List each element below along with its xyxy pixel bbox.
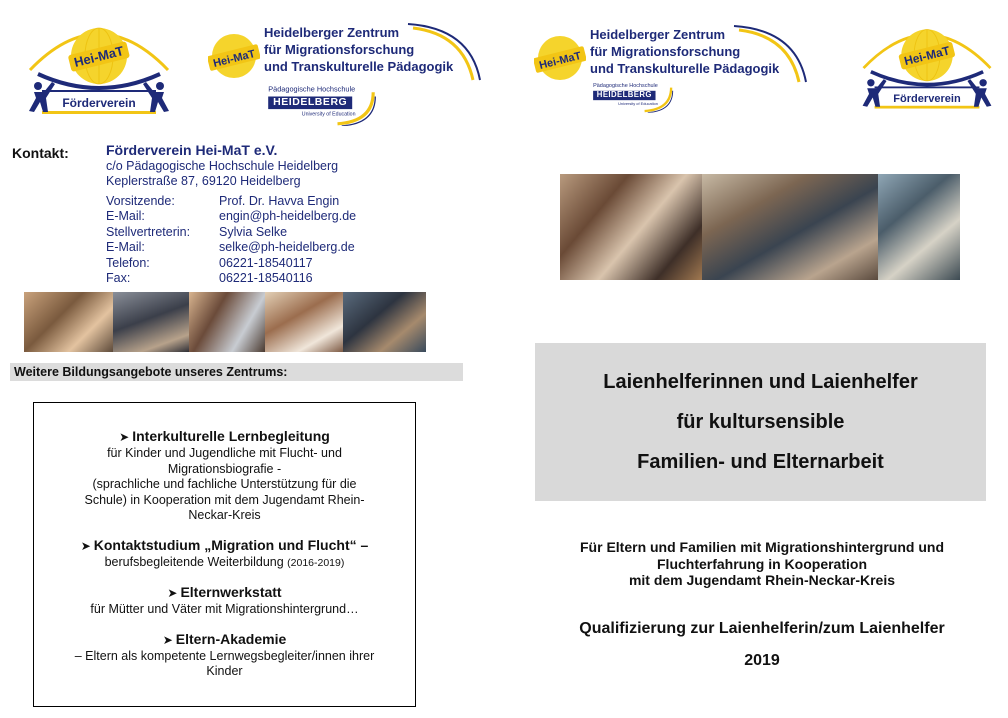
contact-key: Fax:: [106, 271, 131, 286]
contact-row: [106, 194, 356, 209]
offer-title: [44, 428, 405, 446]
globe-icon-right: [534, 32, 586, 84]
offer-line: [44, 555, 405, 572]
offer-title: [44, 584, 405, 602]
photo-lecture: [878, 174, 960, 280]
contact-address-1: c/o Pädagogische Hochschule Heidelberg: [106, 159, 339, 173]
zentrum-line-1: Heidelberger Zentrum: [264, 25, 400, 40]
offer-title-text: Kontaktstudium „Migration und Flucht“ –: [93, 536, 369, 553]
contact-email-link[interactable]: engin@ph-heidelberg.de: [219, 209, 357, 224]
photo-strip-left: [24, 292, 426, 352]
photo-girls: [24, 292, 113, 352]
contact-email-link[interactable]: selke@ph-heidelberg.de: [219, 240, 355, 255]
contact-value: 06221-18540117: [219, 255, 313, 270]
contact-key: Vorsitzende:: [106, 194, 175, 208]
subtitle: [540, 539, 984, 589]
zentrum-line-3-right: und Transkulturelle Pädagogik: [590, 61, 780, 76]
zentrum-name-right: [590, 26, 779, 77]
offer-kontaktstudium: [44, 537, 405, 572]
contact-key: E-Mail:: [106, 209, 145, 224]
arrow-bullet-icon: ➤: [167, 586, 178, 600]
ph-uni-text: University of Education: [301, 111, 356, 118]
offer-line: Neckar-Kreis: [188, 508, 261, 522]
offer-eltern-akademie: [44, 631, 405, 680]
contact-key: Stellvertreterin:: [106, 224, 191, 239]
globe-icon: [208, 30, 260, 82]
contact-table: [106, 194, 356, 286]
contact-value: Sylvia Selke: [219, 224, 288, 239]
year: 2019: [744, 652, 780, 669]
heimat-logo-right: [858, 12, 996, 114]
contact-value: 06221-18540116: [219, 271, 313, 286]
heimat-logo-left: [24, 12, 174, 117]
offer-line-text: berufsbegleitende Weiterbildung: [104, 554, 284, 569]
contact-row: [106, 225, 356, 240]
contact-key: E-Mail:: [106, 240, 145, 255]
offer-line: Migrationsbiografie -: [167, 461, 282, 476]
ph-box-text: HEIDELBERG: [268, 97, 352, 110]
subtitle-line: Fluchterfahrung in Kooperation: [657, 555, 867, 572]
zentrum-line-2: für Migrationsforschung: [264, 42, 415, 57]
zentrum-logo-left: [208, 22, 483, 84]
offer-line: Schule) in Kooperation mit dem Jugendamt Rhein-: [84, 492, 365, 507]
offers-box: [33, 402, 416, 707]
photo-strip-right: [560, 174, 960, 280]
zentrum-line-2-right: für Migrationsforschung: [590, 44, 741, 59]
subtitle-line: mit dem Jugendamt Rhein-Neckar-Kreis: [628, 572, 896, 588]
ph-heidelberg-logo-left: [264, 86, 377, 126]
contact-row: [106, 271, 356, 286]
ph-box-text-right: HEIDELBERG: [593, 91, 655, 100]
offer-title: [44, 631, 405, 649]
title-line: für kultursensible: [676, 411, 845, 433]
zentrum-line-1-right: Heidelberger Zentrum: [590, 27, 726, 42]
offer-line: (sprachliche und fachliche Unterstützung für die: [92, 477, 357, 491]
ph-uni-text-right: University of Education: [618, 101, 658, 107]
ph-heidelberg-logo-right: [590, 83, 674, 113]
offer-elternwerkstatt: [44, 584, 405, 618]
offer-lernbegleitung: [44, 428, 405, 524]
offer-title-text: Elternwerkstatt: [180, 584, 282, 600]
offer-years: (2016-2019): [287, 556, 345, 569]
heimat-name: Hei-MaT: [72, 43, 126, 70]
heimat-name-right: Hei-MaT: [902, 43, 952, 69]
offer-line: Kinder: [206, 664, 243, 678]
contact-label: Kontakt:: [12, 145, 69, 161]
arrow-bullet-icon: ➤: [119, 430, 130, 444]
contact-row: [106, 209, 356, 224]
main-title: [535, 343, 986, 501]
ph-small-text-right: Pädagogische Hochschule: [593, 83, 658, 89]
arrow-bullet-icon: ➤: [162, 632, 173, 647]
contact-row: [106, 240, 356, 255]
offer-line: für Kinder und Jugendliche mit Flucht- und: [107, 446, 342, 460]
offer-title-text: Interkulturelle Lernbegleitung: [132, 428, 330, 444]
title-line: Familien- und Elternarbeit: [637, 451, 884, 473]
subtitle-line: Für Eltern und Familien mit Migrationshintergrund und: [580, 539, 944, 555]
heimat-logo-graphic: [24, 12, 174, 117]
photo-meeting: [560, 174, 702, 280]
section-heading-weitere: Weitere Bildungsangebote unseres Zentrums:: [10, 363, 463, 381]
contact-value: Prof. Dr. Havva Engin: [219, 194, 340, 208]
photo-audience: [702, 174, 878, 280]
globe-label: Hei-MaT: [212, 47, 257, 70]
qualification: Qualifizierung zur Laienhelferin/zum Laienhelfer: [579, 620, 945, 637]
photo-students: [189, 292, 265, 352]
photo-group: [343, 292, 426, 352]
offer-line: – Eltern als kompetente Lernwegsbegleiter/innen ihrer: [74, 648, 375, 663]
heimat-logo-graphic-right: [858, 12, 996, 114]
zentrum-logo-right: [534, 24, 809, 89]
contact-key: Telefon:: [106, 255, 150, 270]
photo-woman: [265, 292, 343, 352]
photo-classroom: [113, 292, 189, 352]
ph-small-text: Pädagogische Hochschule: [268, 86, 356, 94]
arrow-bullet-icon: ➤: [80, 538, 91, 553]
contact-address-2: Keplerstraße 87, 69120 Heidelberg: [106, 174, 301, 188]
heimat-sub-right: Förderverein: [893, 93, 961, 106]
zentrum-name: [264, 24, 453, 75]
contact-org: Förderverein Hei-MaT e.V.: [106, 142, 278, 158]
globe-label-right: Hei-MaT: [538, 49, 583, 72]
contact-row: [106, 256, 356, 271]
zentrum-line-3: und Transkulturelle Pädagogik: [264, 59, 454, 74]
offer-title: [44, 537, 405, 555]
heimat-sub: Förderverein: [62, 96, 136, 110]
title-line: Laienhelferinnen und Laienhelfer: [603, 371, 918, 393]
offer-title-text: Eltern-Akademie: [175, 630, 287, 647]
contact-block: [106, 142, 356, 286]
offer-line: für Mütter und Väter mit Migrationshintergrund…: [90, 602, 359, 616]
